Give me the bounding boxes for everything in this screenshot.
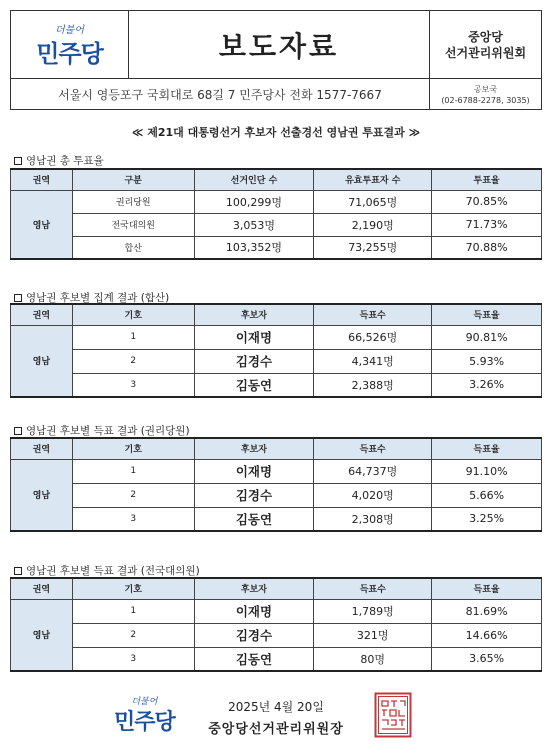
column-header: 득표수 [314, 304, 432, 325]
column-header: 권역 [11, 438, 73, 459]
logo-big-text: 민주당 [114, 710, 175, 735]
candidate-name-cell: 김경수 [194, 483, 314, 507]
column-header: 득표수 [314, 438, 432, 459]
ballot-number-cell: 2 [72, 483, 194, 507]
header-bottom-row [11, 79, 541, 110]
candidate-name-cell: 김경수 [194, 623, 314, 647]
column-header: 기호 [72, 438, 194, 459]
vote-share-cell: 3.65% [432, 647, 542, 671]
column-header: 득표율 [432, 438, 542, 459]
checkbox-bullet-icon [14, 567, 22, 575]
valid-voters-cell: 73,255명 [314, 236, 432, 259]
candidate-name-cell: 이재명 [194, 599, 314, 623]
column-header: 권역 [11, 578, 73, 599]
table-row [11, 213, 542, 236]
turnout-cell: 71.73% [432, 213, 542, 236]
column-header: 득표수 [314, 578, 432, 599]
column-header: 후보자 [194, 438, 314, 459]
region-cell: 영남 [11, 190, 73, 259]
ballot-number-cell: 3 [72, 507, 194, 531]
column-header: 선거인단 수 [194, 169, 314, 190]
org-line-2: 선거관리위원회 [444, 45, 527, 60]
votes-cell: 64,737명 [314, 459, 432, 483]
column-header: 기호 [72, 304, 194, 325]
document-title: ≪ 제21대 대통령선거 후보자 선출경선 영남권 투표결과 ≫ [131, 126, 421, 139]
checkbox-bullet-icon [14, 157, 22, 165]
table-row [11, 373, 542, 397]
ballot-number-cell: 2 [72, 349, 194, 373]
section-title [14, 563, 200, 578]
column-header: 후보자 [194, 578, 314, 599]
column-header: 권역 [11, 304, 73, 325]
electors-cell: 103,352명 [194, 236, 314, 259]
org-name [429, 11, 541, 78]
turnout-table [10, 168, 542, 260]
table-header-row [11, 304, 542, 325]
document-footer [0, 692, 552, 744]
table-header-row [11, 578, 542, 599]
valid-voters-cell: 2,190명 [314, 213, 432, 236]
turnout-cell: 70.85% [432, 190, 542, 213]
vote-share-cell: 90.81% [432, 325, 542, 349]
electors-cell: 3,053명 [194, 213, 314, 236]
member-results-table [10, 437, 542, 532]
category-cell: 전국대의원 [72, 213, 194, 236]
header-top-row [11, 11, 541, 79]
contact-info [429, 79, 541, 110]
delegate-results-table [10, 577, 542, 672]
official-seal-icon [374, 692, 412, 738]
column-header: 구분 [72, 169, 194, 190]
votes-cell: 321명 [314, 623, 432, 647]
table-row [11, 623, 542, 647]
category-cell: 권리당원 [72, 190, 194, 213]
votes-cell: 2,388명 [314, 373, 432, 397]
section-title-text: 영남권 후보별 득표 결과 (권리당원) [26, 425, 190, 437]
table-header-row [11, 438, 542, 459]
ballot-number-cell: 3 [72, 373, 194, 397]
table-row [11, 599, 542, 623]
logo-small-text: 더불어 [131, 697, 158, 707]
vote-share-cell: 5.93% [432, 349, 542, 373]
org-line-1: 중앙당 [468, 29, 503, 44]
table-row [11, 647, 542, 671]
section-title-text: 영남권 후보별 득표 결과 (전국대의원) [26, 565, 200, 577]
party-logo [11, 11, 129, 78]
dept-phone: (02-6788-2278, 3035) [441, 95, 530, 105]
turnout-cell: 70.88% [432, 236, 542, 259]
vote-share-cell: 14.66% [432, 623, 542, 647]
candidate-name-cell: 이재명 [194, 459, 314, 483]
table-row [11, 325, 542, 349]
combined-results-table [10, 303, 542, 398]
vote-share-cell: 5.66% [432, 483, 542, 507]
column-header: 기호 [72, 578, 194, 599]
logo-small-text: 더불어 [55, 24, 84, 36]
column-header: 후보자 [194, 304, 314, 325]
page-title: 보도자료 [218, 29, 340, 63]
ballot-number-cell: 1 [72, 325, 194, 349]
votes-cell: 80명 [314, 647, 432, 671]
column-header: 득표율 [432, 304, 542, 325]
ballot-number-cell: 3 [72, 647, 194, 671]
region-cell: 영남 [11, 325, 73, 397]
candidate-name-cell: 이재명 [194, 325, 314, 349]
votes-cell: 4,020명 [314, 483, 432, 507]
vote-share-cell: 81.69% [432, 599, 542, 623]
region-cell: 영남 [11, 599, 73, 671]
votes-cell: 66,526명 [314, 325, 432, 349]
ballot-number-cell: 1 [72, 599, 194, 623]
table-row [11, 483, 542, 507]
candidate-name-cell: 김동연 [194, 373, 314, 397]
table-row [11, 349, 542, 373]
table-row [11, 507, 542, 531]
table-row [11, 236, 542, 259]
table-row [11, 190, 542, 213]
column-header: 유효투표자 수 [314, 169, 432, 190]
logo-big-text: 민주당 [36, 39, 103, 68]
candidate-name-cell: 김동연 [194, 507, 314, 531]
votes-cell: 1,789명 [314, 599, 432, 623]
candidate-name-cell: 김동연 [194, 647, 314, 671]
section-title [14, 423, 190, 438]
column-header: 투표율 [432, 169, 542, 190]
signatory: 중앙당선거관리위원장 [208, 722, 344, 737]
ballot-number-cell: 1 [72, 459, 194, 483]
column-header: 권역 [11, 169, 73, 190]
category-cell: 합산 [72, 236, 194, 259]
checkbox-bullet-icon [14, 427, 22, 435]
vote-share-cell: 3.25% [432, 507, 542, 531]
section-title-text: 영남권 총 투표율 [26, 155, 104, 167]
section-title-text: 영남권 후보별 집계 결과 (합산) [26, 292, 170, 304]
vote-share-cell: 3.26% [432, 373, 542, 397]
column-header: 득표율 [432, 578, 542, 599]
release-date: 2025년 4월 20일 [228, 700, 324, 714]
valid-voters-cell: 71,065명 [314, 190, 432, 213]
address-text: 서울시 영등포구 국회대로 68길 7 민주당사 전화 1577-7667 [58, 88, 382, 102]
section-title [14, 153, 104, 168]
candidate-name-cell: 김경수 [194, 349, 314, 373]
ballot-number-cell: 2 [72, 623, 194, 647]
press-release-header [10, 10, 542, 110]
electors-cell: 100,299명 [194, 190, 314, 213]
region-cell: 영남 [11, 459, 73, 531]
votes-cell: 4,341명 [314, 349, 432, 373]
dept-name: 공보국 [473, 84, 498, 94]
vote-share-cell: 91.10% [432, 459, 542, 483]
votes-cell: 2,308명 [314, 507, 432, 531]
table-row [11, 459, 542, 483]
table-header-row [11, 169, 542, 190]
checkbox-bullet-icon [14, 294, 22, 302]
